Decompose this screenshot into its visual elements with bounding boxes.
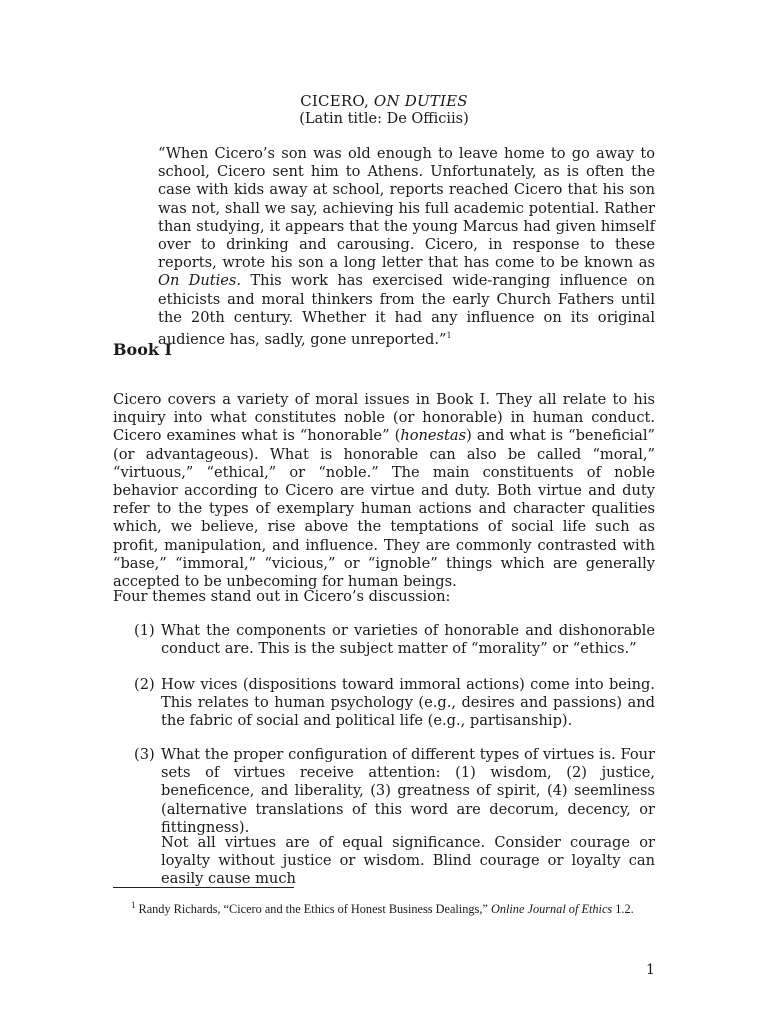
list-item-number: (1) xyxy=(134,622,155,639)
footnote xyxy=(113,897,658,918)
title-author: CICERO, xyxy=(300,92,374,110)
page-title xyxy=(0,92,768,111)
paragraph-intro-b: ) and what is “beneficial” (or advantageous). What is honorable can also be called “moral,” “virtuous,” “ethical,” or “noble.” The main constituents of noble behavior according to Cicero are virtue and duty. Both virtue and duty refer to the types of exemplary human actions and character qualities which, we believe, rise above the temptations of social life such as profit, manipulation, and influence. They are commonly contrasted with “base,” “immoral,” “vicious,” or “ignoble” things which are generally accepted to be unbecoming for human beings. xyxy=(113,427,656,591)
paragraph-intro xyxy=(113,391,655,591)
list-item-text: What the components or varieties of honorable and dishonorable conduct are. This is the subject matter of “morality” or “ethics.” xyxy=(161,622,655,658)
list-item-text: What the proper configuration of different types of virtues is. Four sets of virtues receive attention: (1) wisdom, (2) justice, beneficence, and liberality, (3) greatness of spirit, (4) seemliness (alternative translations of this word are decorum, decency, or fittingness). xyxy=(161,746,655,836)
list-item-number: (3) xyxy=(134,746,155,763)
quote-text-1: “When Cicero’s son was old enough to leave home to go away to school, Cicero sent him to Athens. Unfortunately, as is often the case with kids away at school, reports reached Cicero that his son was not, shall we say, achieving his full academic potential. Rather than studying, it appears that the young Marcus had given himself over to drinking and carousing. Cicero, in response to these reports, wrote his son a long letter that has come to be known as xyxy=(158,145,655,272)
footnote-divider xyxy=(113,887,294,888)
quote-italic: On Duties xyxy=(158,272,237,290)
footnote-text: Randy Richards, “Cicero and the Ethics of Honest Business Dealings,” xyxy=(138,902,491,917)
paragraph-intro-italic: honestas xyxy=(400,427,467,445)
list-item xyxy=(113,746,655,837)
page-subtitle: (Latin title: De Officiis) xyxy=(299,111,469,127)
page-number: 1 xyxy=(646,962,655,978)
section-heading: Book I xyxy=(113,340,173,359)
list-item xyxy=(113,676,655,731)
quote-text-2: . This work has exercised wide-ranging influence on ethicists and moral thinkers from the early Church Fathers until the 20th century. Whether it had any influence on its original audience has, sadly, gone unreported.” xyxy=(158,272,655,348)
footnote-text-end: 1.2. xyxy=(612,902,634,917)
list-item-text: How vices (dispositions toward immoral actions) come into being. This relates to human psychology (e.g., desires and passions) and the fabric of social and political life (e.g., partisanship). xyxy=(161,676,655,730)
title-work: ON DUTIES xyxy=(373,92,468,110)
block-quote xyxy=(158,145,655,349)
footnote-reference: 1 xyxy=(446,331,452,341)
list-item xyxy=(113,622,655,658)
list-item-number: (2) xyxy=(134,676,155,693)
footnote-marker: 1 xyxy=(131,900,136,910)
paragraph-themes-intro: Four themes stand out in Cicero’s discussion: xyxy=(113,588,451,605)
paragraph-intro-a: Cicero covers a variety of moral issues in Book I. They all relate to his inquiry into what constitutes noble (or honorable) in human conduct. Cicero examines what is “honorable” ( xyxy=(113,391,655,445)
paragraph-virtues: Not all virtues are of equal significance. Consider courage or loyalty without justice or wisdom. Blind courage or loyalty can easily cause much xyxy=(161,834,655,888)
footnote-journal: Online Journal of Ethics xyxy=(490,902,613,917)
